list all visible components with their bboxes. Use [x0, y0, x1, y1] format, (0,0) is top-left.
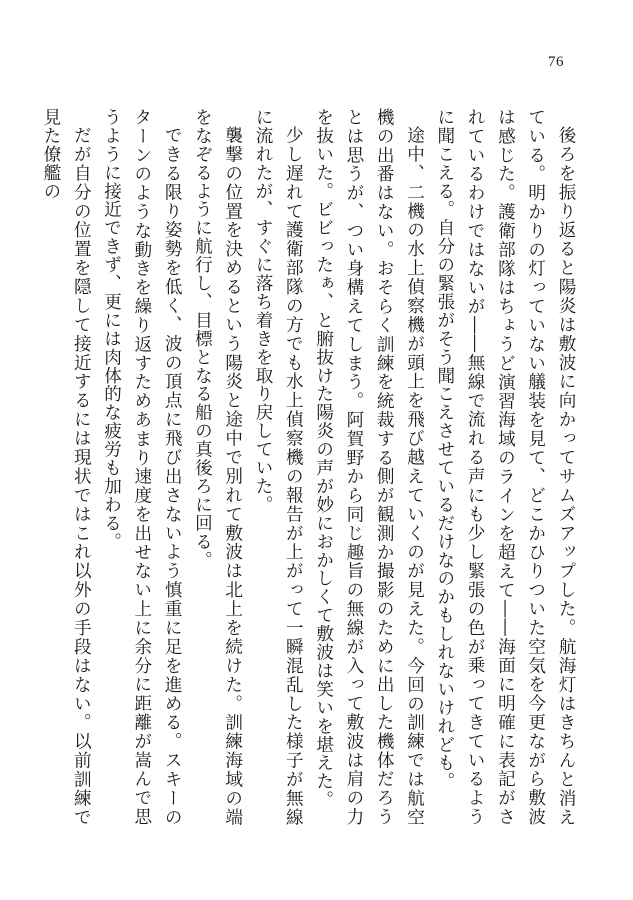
paragraph: 少し遅れて護衛部隊の方でも水上偵察機の報告が上がって一瞬混乱した様子が無線に流れたが、すぐに落ち着きを取り戻していた。 — [253, 108, 304, 826]
paragraph: 襲撃の位置を決めるという陽炎と途中で別れて敷波は北上を続けた。訓練海域の端をなぞるように航行し、目標となる船の真後ろに回る。 — [192, 108, 243, 826]
novel-body-text — [40, 108, 581, 826]
paragraph: だが自分の位置を隠して接近するには現状ではこれ以外の手段はない。以前訓練で見た僚艦の — [40, 108, 92, 826]
paragraph: 途中、二機の水上偵察機が頭上を飛び越えていくのが見えた。今回の訓練では航空機の出番はない。おそらく訓練を統裁する側が観測か撮影のために出した機体だろうとは思うが、つい身構えてしまう。阿賀野から同じ趣旨の無線が入って敷波は肩の力を抜いた。ビビったぁ、と腑抜けた陽炎の声が妙におかしくて敷波は笑いを堪えた。 — [313, 108, 425, 826]
page-number: 76 — [548, 54, 564, 70]
paragraph: できる限り姿勢を低く、波の頂点に飛び出さないよう慎重に足を進める。スキーのターンのような動きを繰り返すためあまり速度を出せない上に余分に距離が嵩んで思うように接近できず、更には肉体的な疲労も加わる。 — [101, 108, 183, 826]
paragraph: 後ろを振り返ると陽炎は敷波に向かってサムズアップした。航海灯はきちんと消えている。明かりの灯っていない艤装を見て、どこかひりついた空気を今更ながら敷波は感じた。護衛部隊はちょうど演習海域のラインを超えて――海面に明確に表記がされているわけではないが――無線で流れる声にも少し緊張の色が乗ってきているように聞こえる。自分の緊張がそう聞こえさせているだけなのかもしれないけれども。 — [434, 108, 576, 826]
